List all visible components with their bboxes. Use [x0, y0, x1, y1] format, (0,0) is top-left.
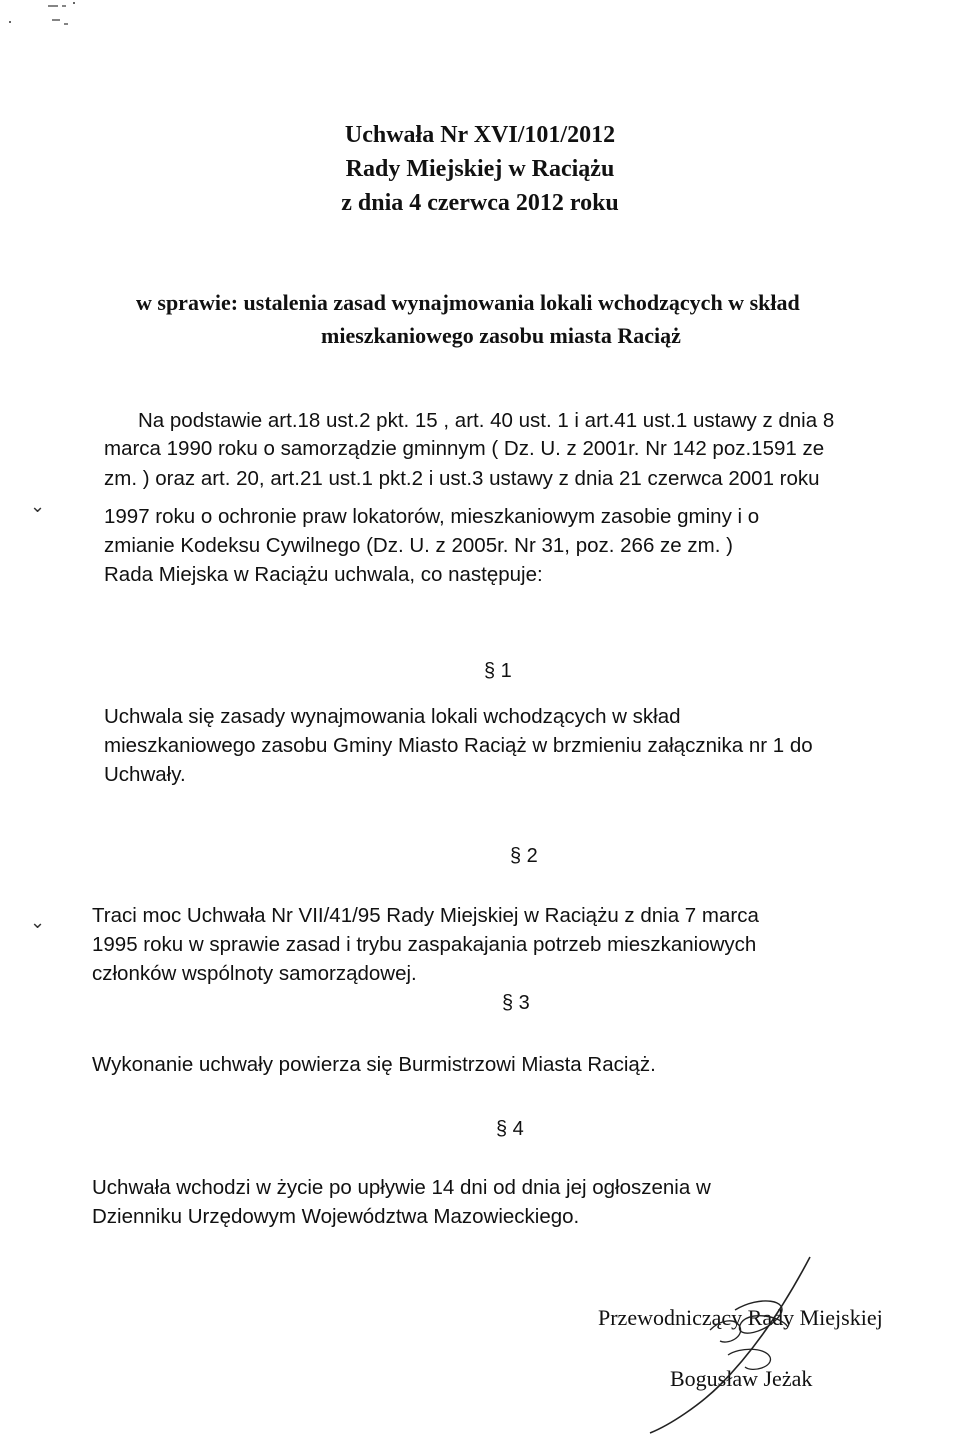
- scan-mark: ⌄: [30, 496, 46, 516]
- preamble-line: 1997 roku o ochronie praw lokatorów, mieszkaniowym zasobie gminy i o: [104, 505, 760, 528]
- resolution-number: Uchwała Nr XVI/101/2012: [344, 122, 616, 148]
- signatory-title: Przewodniczący Rady Miejskiej: [598, 1305, 883, 1330]
- scan-corner-marks: [2, 0, 82, 30]
- preamble-line: zmianie Kodeksu Cywilnego (Dz. U. z 2005r. Nr 31, poz. 266 ze zm. ): [104, 534, 733, 557]
- section-2-line: członków wspólnoty samorządowej.: [92, 962, 417, 985]
- section-4-line: Uchwała wchodzi w życie po upływie 14 dni od dnia jej ogłoszenia w: [92, 1176, 711, 1199]
- section-3-line: Wykonanie uchwały powierza się Burmistrzowi Miasta Raciąż.: [92, 1053, 656, 1076]
- scan-mark: ⌄: [30, 912, 46, 932]
- preamble-line: marca 1990 roku o samorządzie gminnym ( Dz. U. z 2001r. Nr 142 poz.1591 ze: [104, 437, 825, 460]
- section-sign-4: § 4: [496, 1118, 524, 1140]
- section-2-line: Traci moc Uchwała Nr VII/41/95 Rady Miejskiej w Raciążu z dnia 7 marca: [92, 904, 759, 927]
- council-name: Rady Miejskiej w Raciążu: [345, 156, 615, 182]
- subject-line-1: w sprawie: ustalenia zasad wynajmowania lokali wchodzących w skład: [136, 290, 800, 315]
- preamble-line: Na podstawie art.18 ust.2 pkt. 15 , art. 40 ust. 1 i art.41 ust.1 ustawy z dnia 8: [138, 409, 835, 432]
- signatory-name: Bogusław Jeżak: [670, 1366, 813, 1391]
- section-sign-2: § 2: [510, 845, 538, 867]
- section-1-line: Uchwały.: [104, 763, 186, 786]
- section-sign-1: § 1: [484, 660, 512, 682]
- handwritten-signature: [640, 1255, 840, 1435]
- resolution-subject: [136, 286, 800, 352]
- section-sign-3: § 3: [502, 992, 530, 1014]
- section-1-line: Uchwala się zasady wynajmowania lokali wchodzących w skład: [104, 705, 681, 728]
- preamble-line: zm. ) oraz art. 20, art.21 ust.1 pkt.2 i ust.3 ustawy z dnia 21 czerwca 2001 roku: [104, 467, 820, 490]
- section-4-line: Dzienniku Urzędowym Województwa Mazowieckiego.: [92, 1205, 580, 1228]
- resolution-date: z dnia 4 czerwca 2012 roku: [341, 190, 619, 216]
- section-2-line: 1995 roku w sprawie zasad i trybu zaspakajania potrzeb mieszkaniowych: [92, 933, 757, 956]
- subject-line-2: mieszkaniowego zasobu miasta Raciąż: [321, 323, 681, 348]
- section-1-line: mieszkaniowego zasobu Gminy Miasto Raciąż w brzmieniu załącznika nr 1 do: [104, 734, 813, 757]
- preamble-line: Rada Miejska w Raciążu uchwala, co następuje:: [104, 563, 543, 586]
- resolution-header: [0, 118, 960, 220]
